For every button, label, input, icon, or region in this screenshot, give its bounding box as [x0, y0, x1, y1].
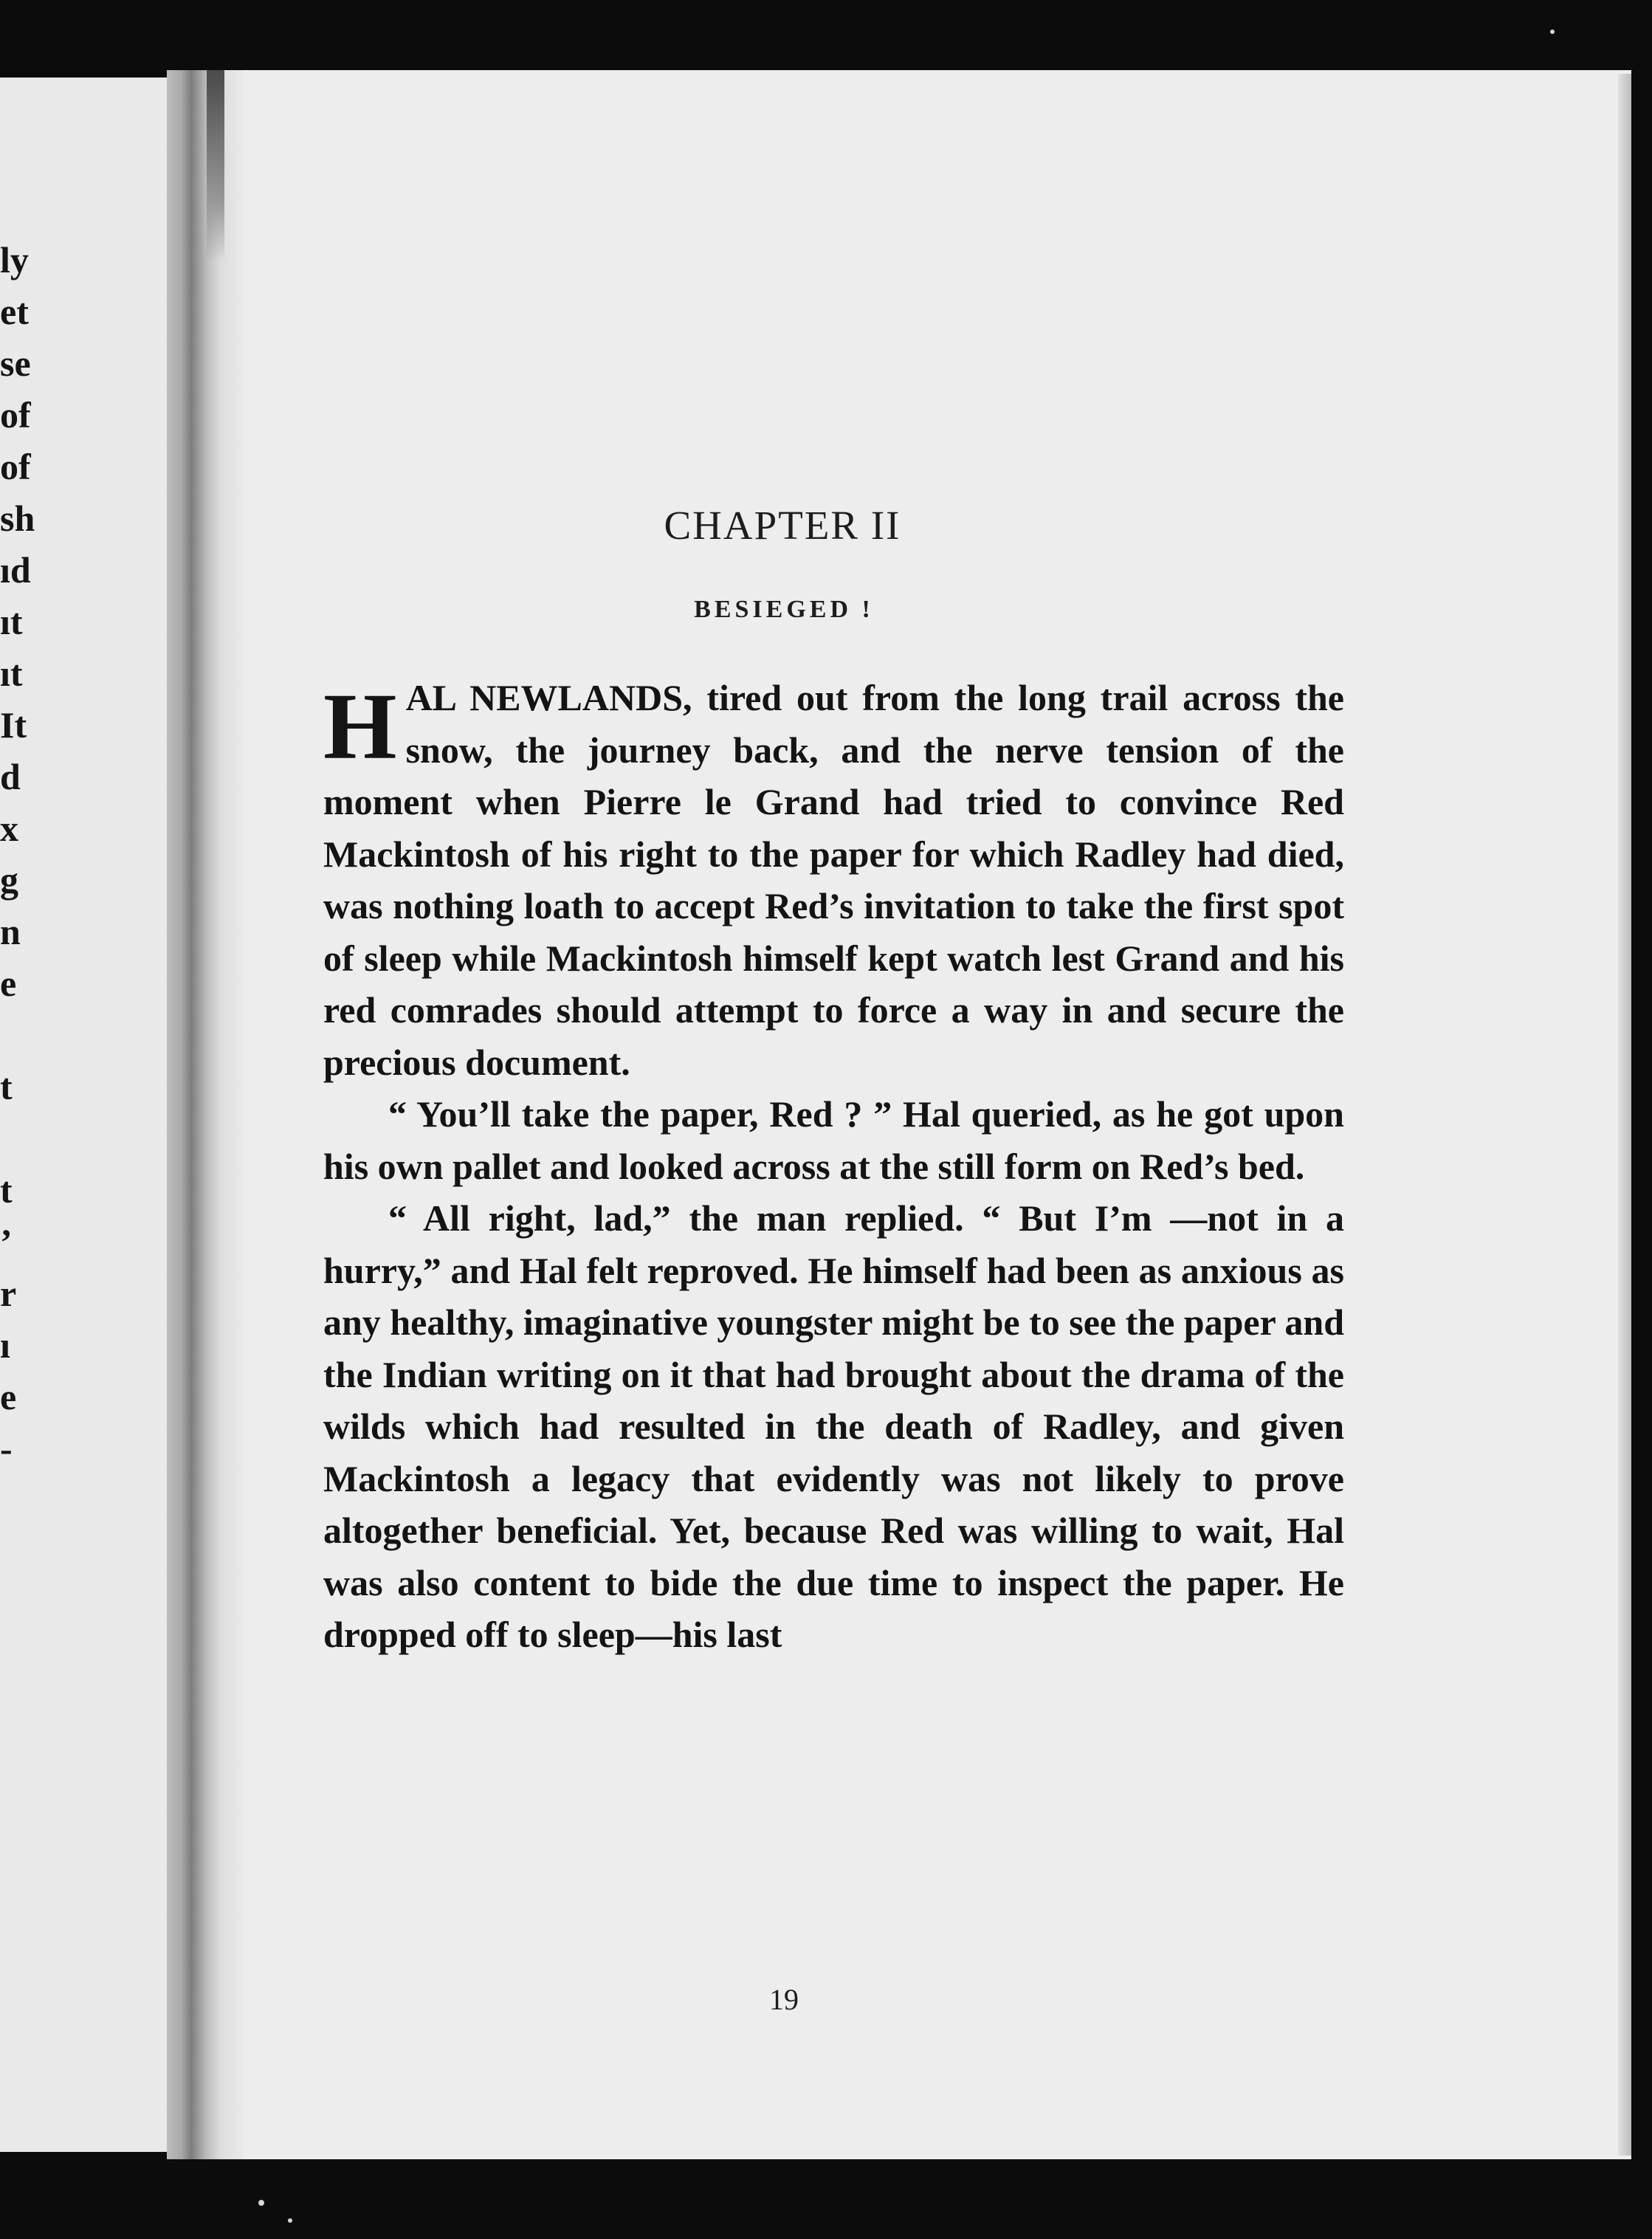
scan-speck — [288, 2218, 292, 2223]
paragraph-3: “ All right, lad,” the man replied. “ But I’m —not in a hurry,” and Hal felt reproved. He himself had been as anxious as any healthy, imaginative youngster might be to see the paper and the Indian writing on it that had brought about the drama of the wilds which had resulted in the death of Radley, and given Mackintosh a legacy that evidently was not likely to prove altogether beneficial. Yet, because Red was willing to wait, Hal was also content to bide the due time to inspect the paper. He dropped off to sleep—his last — [323, 1197, 1344, 1655]
drop-cap: H — [323, 674, 397, 779]
chapter-subtitle: BESIEGED ! — [694, 596, 874, 623]
scan-speck — [1550, 30, 1555, 34]
previous-page-text-fragment: d — [0, 756, 21, 797]
previous-page-text-fragment: - — [0, 1428, 13, 1469]
paragraph-1 — [323, 672, 1344, 1088]
paragraph-2: “ You’ll take the paper, Red ? ” Hal queried, as he got upon his own pallet and looked across at the still form on Red’s bed. — [323, 1093, 1344, 1187]
previous-page-text-fragment: ’ — [0, 1221, 13, 1262]
previous-page-text-fragment: t — [0, 1169, 13, 1211]
previous-page-text-fragment: ly — [0, 239, 29, 281]
page-edge — [1618, 74, 1631, 2156]
previous-page-text-fragment: ıt — [0, 653, 23, 694]
previous-page-text-fragment: of — [0, 446, 31, 487]
book-page — [244, 70, 1631, 2159]
previous-page-text-fragment: e — [0, 963, 17, 1004]
previous-page-text-fragment: ıd — [0, 549, 31, 591]
previous-page-text-fragment: n — [0, 911, 21, 952]
previous-page-text-fragment: x — [0, 808, 18, 849]
previous-page-text-fragment: r — [0, 1273, 17, 1314]
previous-page-text-fragment: sh — [0, 498, 35, 539]
scan-speck — [258, 2200, 264, 2206]
book-gutter — [167, 70, 248, 2159]
body-text — [323, 672, 1344, 1661]
previous-page-text-fragment: g — [0, 859, 18, 901]
previous-page-text-fragment: se — [0, 343, 31, 384]
previous-page-text-fragment: It — [0, 704, 27, 746]
previous-page-text-fragment: ı — [0, 1324, 10, 1366]
previous-page-fragment — [0, 78, 177, 2152]
chapter-title: CHAPTER II — [664, 503, 901, 548]
page-number: 19 — [769, 1983, 799, 2016]
previous-page-text-fragment: e — [0, 1376, 17, 1417]
paragraph-1-text: AL NEWLANDS, tired out from the long trail across the snow, the journey back, and the nerve tension of the moment when Pierre le Grand had tried to convince Red Mackintosh of his right to the paper for which Radley had died, was nothing loath to accept Red’s invitation to take the first spot of sleep while Mackintosh himself kept watch lest Grand and his red comrades should attempt to force a way in and secure the precious document. — [323, 677, 1344, 1083]
gutter-shadow — [207, 70, 224, 262]
previous-page-text-fragment: of — [0, 394, 31, 436]
previous-page-text-fragment: t — [0, 1066, 13, 1107]
previous-page-text-fragment: ıt — [0, 601, 23, 642]
previous-page-text-fragment: et — [0, 291, 29, 332]
